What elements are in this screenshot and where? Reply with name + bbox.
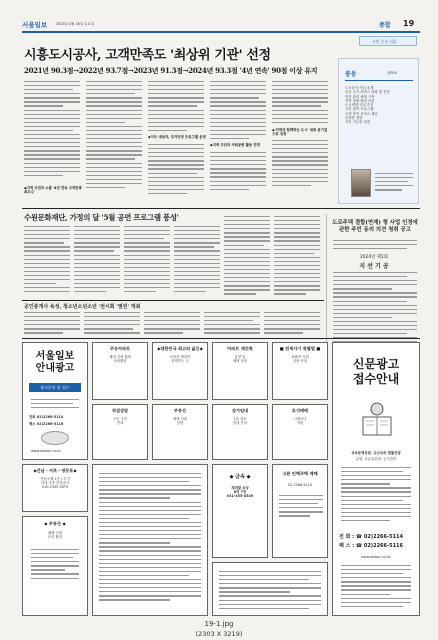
lead-col-3b: [148, 144, 204, 197]
article2-headline: 수원문화재단, 가정의 달 '5월 공연 프로그램 풍성': [24, 213, 179, 222]
article4-col-1: [24, 312, 80, 336]
image-filename: 19-1.jpg: [204, 620, 234, 628]
ad-metal: ◆ 금속 ◆ 재개발 보상 8억 7천 031-355-4349: [212, 464, 268, 558]
sidebar-caption: [375, 173, 413, 193]
image-size: (2303 X 3219): [195, 630, 243, 638]
ad-newspaper-url: www.adwori.co.kr: [361, 555, 391, 559]
ad-small-4: ■ 전세사기 특별법 ■ 피해자 지원 상담 안내: [272, 342, 328, 400]
paper-logo: 서울일보: [22, 21, 48, 29]
article2-col-1: [24, 226, 70, 295]
section-divider-2: [22, 300, 324, 301]
sidebar-item: 공공 주거 서비스 강화 및 운영: [345, 90, 390, 95]
lead-cross-1: ◆지역 주민과 소통 '4년 연속 고객만족 최우수': [24, 186, 82, 195]
page-number: 19: [403, 19, 415, 28]
ad-housing: 고른 인맥주택 매매 02-2266-5114: [272, 464, 328, 558]
article3-title: 2024년 제1회: [359, 255, 389, 260]
sidebar-item: 도시재생 사업 추진: [345, 103, 374, 108]
ad-bottom-mid: [212, 562, 328, 616]
sidebar-item: 고객 만족 서비스 제공: [345, 111, 378, 116]
ad-newspaper: [332, 342, 420, 616]
ad-newspaper-title: 신문광고 접수안내: [352, 357, 400, 386]
article2-col-3: [124, 226, 170, 295]
author-photo: [351, 169, 371, 197]
newspaper-reader-illustration: [357, 399, 397, 439]
lead-col-5: [272, 81, 328, 126]
article4-col-5: [264, 312, 320, 336]
lead-col-4b: [210, 152, 266, 193]
ad-small-8: 토지매매 시세보다 저렴: [272, 404, 328, 460]
lead-headline: 시흥도시공사, 고객만족도 '최상위 기관' 선정: [24, 48, 271, 63]
article4-col-3: [144, 312, 200, 336]
ad-newspaper-phone1: 전 화 : ☎ 02)2266-5114: [339, 534, 404, 540]
lead-col-5b: [272, 140, 328, 189]
lead-cross-2: ◆이주 대상자, 주거안정 프로그램 운영: [148, 135, 206, 139]
ads-divider: [22, 338, 420, 339]
article2-col-5: [224, 216, 270, 298]
sidebar-author: 윤000: [387, 71, 397, 75]
sidebar-item: 안전 관리 체계 구축: [345, 94, 375, 99]
tag-box: 시민 중심 서울: [359, 36, 417, 46]
lead-col-4: [210, 81, 266, 142]
article3-intro: [333, 240, 417, 252]
lead-subhead: 2021년 90.3점→2022년 93.7점→2023년 91.3점→2024년 93.3점 '4년 연속' 90점 이상 유지: [24, 66, 318, 75]
sidebar-item: 투명한 경영: [345, 116, 363, 121]
sidebar-box: [338, 58, 419, 204]
ad-left-1: ◆간남・서초・영등포◆ 전원주택 1층 / 부지 사내 각종 단열공사 010-2345-1679: [22, 464, 88, 512]
lead-col-3: [148, 81, 204, 134]
section-label: 종합: [379, 22, 391, 29]
sidebar-item: 지속 가능한 성장: [345, 120, 371, 125]
ad-seoul-logo: [41, 431, 69, 445]
issue-date: 2023년 4월 16일 토요일: [56, 22, 94, 26]
ad-seoul-phone1: 전화 02)2266-5114: [29, 415, 64, 419]
lead-cross-4: ◆'지역과 함께하는 도시' 대표 공기업으로 성장: [272, 128, 328, 137]
article2-col-4: [174, 226, 220, 295]
ad-seoul-sub: 광고문의 및 접수: [29, 383, 81, 392]
sidebar-rule: [345, 80, 413, 81]
ad-small-1: 주공아파트 매매 전세 월세 상담환영: [92, 342, 148, 400]
lead-col-1: [24, 81, 80, 179]
lead-col-2: [86, 81, 142, 191]
ad-seoul-classified: [22, 342, 88, 460]
ad-seoul-url: www.adwori.co.kr: [31, 449, 61, 453]
sidebar-title: 봉동: [345, 71, 357, 78]
ad-small-3: 아파트 재건축 분양 및 매매 상담: [212, 342, 268, 400]
article4-headline: 공인중개사 육성, 청소년소년소년 '전시회 '열린' 개최: [24, 304, 141, 310]
article2-col-2: [74, 226, 120, 295]
sidebar-item: 도시공사 사업 소개: [345, 86, 374, 90]
sidebar-item: 주민 참여 프로그램: [345, 107, 374, 112]
sidebar-item: 지역 상생 협력 사업: [345, 98, 375, 103]
section-divider-1: [22, 208, 420, 209]
masthead-rule: [22, 31, 420, 33]
ad-seoul-phone2: 팩스 02)2266-5116: [29, 422, 64, 426]
ad-newspaper-line1: 상속문제상담, 유산상속 법률상담: [351, 451, 401, 455]
article3-headline: 도로주택 결합(연계) 형 사업 인정에 관한 주민 동의 의견 청취 공고: [332, 220, 418, 233]
article2-col-6: [274, 216, 320, 298]
article3-box: [326, 214, 420, 354]
sidebar-list: [345, 86, 413, 125]
ad-small-6: 부동산 매매 임대 상담: [152, 404, 208, 460]
article4-col-2: [84, 312, 140, 336]
ad-grid-left: [92, 464, 208, 616]
ad-seoul-title: 서울일보 안내광고: [35, 351, 75, 374]
ad-newspaper-phone2: 팩 스 : ☎ 02)2266-5116: [339, 543, 404, 549]
ad-small-2: ◆대한민국 최고의 삶은◆ 보람과 행복이 함께하는 곳: [152, 342, 208, 400]
ad-small-5: 직업상담 구인 구직 안내: [92, 404, 148, 460]
ad-newspaper-line2: 분할, 공유물분할, 등기관련: [355, 457, 397, 461]
ad-left-2: ◆ 부동산 ◆ 매매 임대 문의 환영: [22, 516, 88, 616]
ad-small-7: 상가임대 1층 점포 임대 문의: [212, 404, 268, 460]
article4-col-4: [204, 312, 260, 336]
lead-cross-3: ◆지역 주민과 사회공헌 활동 전개: [210, 143, 260, 147]
article3-subtitle: 지 선 기 공: [359, 263, 389, 270]
